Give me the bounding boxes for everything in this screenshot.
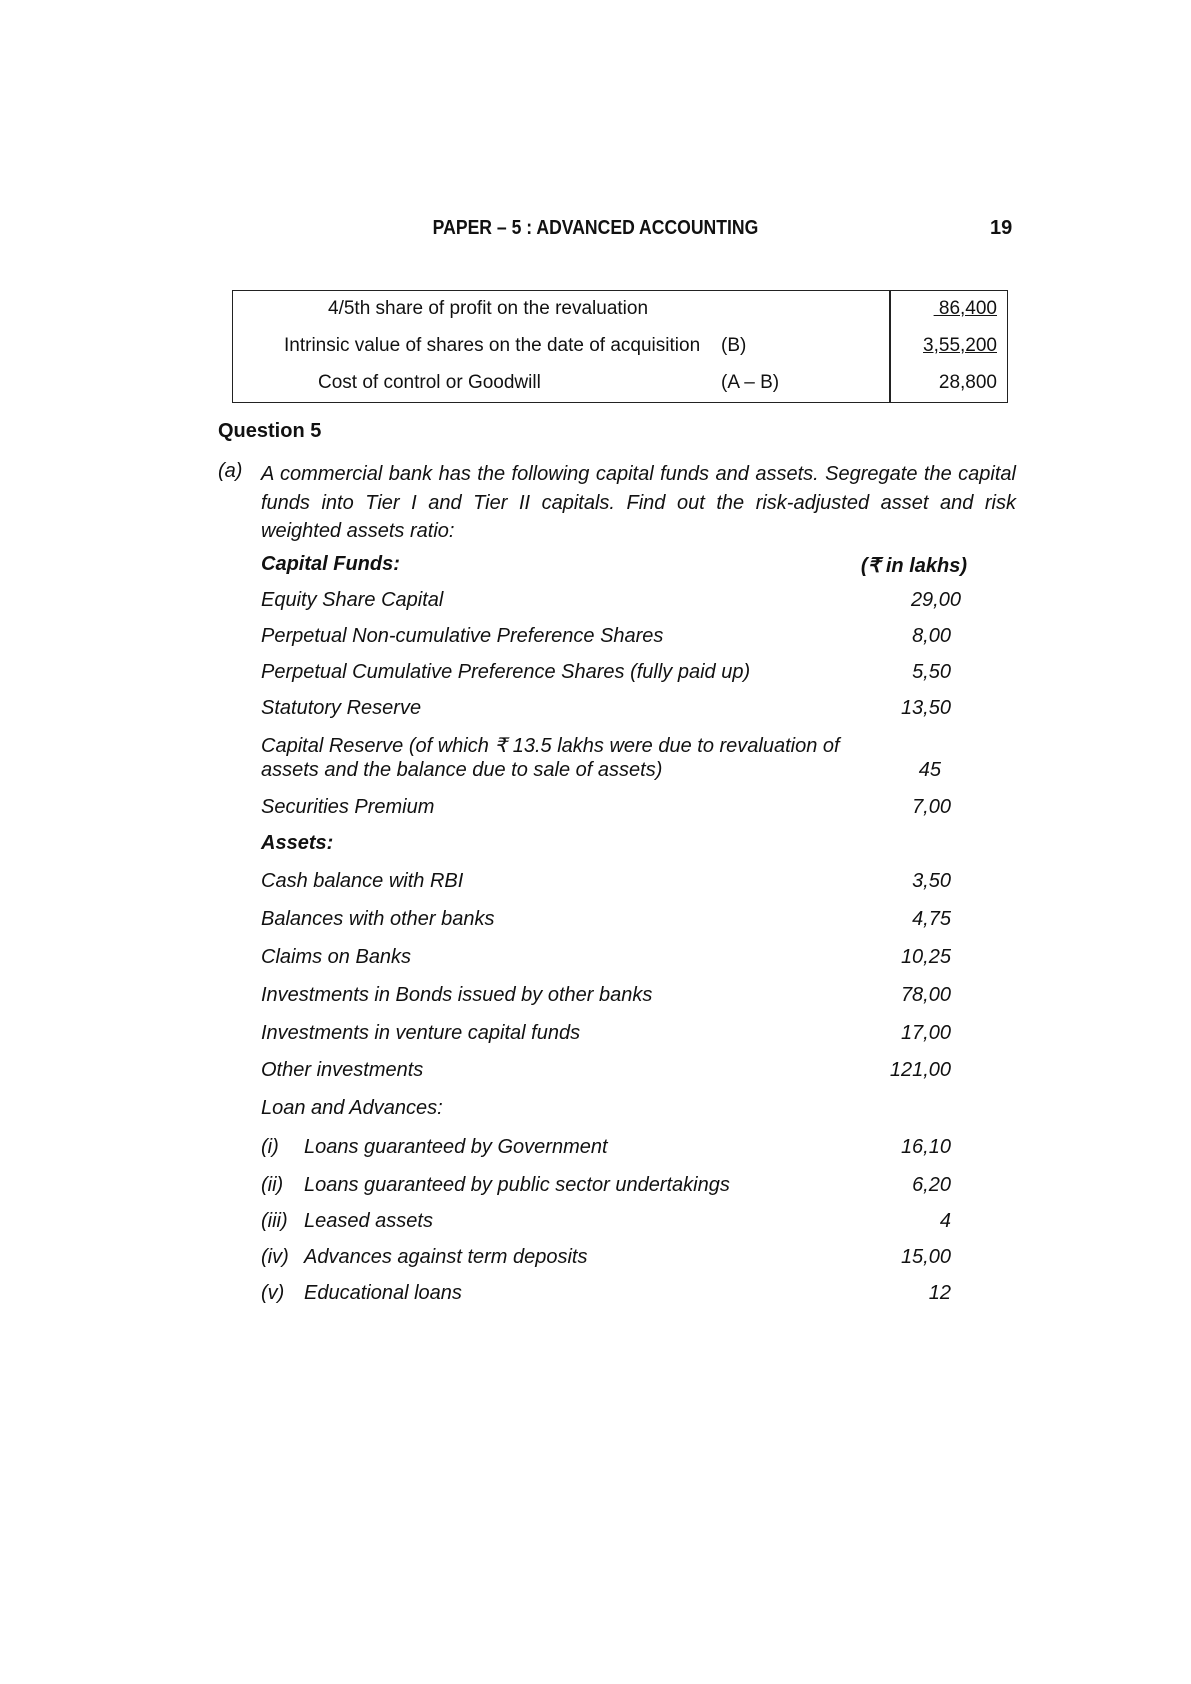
item-value: 3,50 (912, 870, 951, 892)
item-value: 29,00 (910, 589, 961, 611)
row-label: 4/5th share of profit on the revaluation (328, 298, 649, 319)
item-number: (iii) (261, 1210, 288, 1232)
row-ref: (B) (721, 335, 747, 356)
table-row (233, 365, 1007, 401)
table-row (233, 328, 1007, 364)
question-heading: Question 5 (218, 420, 322, 442)
item-label: Leased assets (304, 1210, 433, 1232)
row-label: Cost of control or Goodwill (318, 372, 541, 393)
goodwill-computation-table (232, 290, 1008, 403)
item-value: 8,00 (912, 625, 951, 647)
row-ref: (A – B) (721, 372, 780, 393)
item-label: Investments in venture capital funds (261, 1022, 581, 1044)
item-number: (ii) (261, 1174, 284, 1196)
item-label: Advances against term deposits (304, 1246, 588, 1268)
item-label: Claims on Banks (261, 946, 412, 968)
item-label: Investments in Bonds issued by other banks (261, 984, 653, 1006)
item-value: 4,75 (912, 908, 951, 930)
item-label: Perpetual Cumulative Preference Shares (fully paid up) (261, 661, 751, 683)
item-label: Other investments (261, 1059, 424, 1081)
item-value: 15,00 (900, 1246, 951, 1268)
page-header-title: PAPER – 5 : ADVANCED ACCOUNTING (432, 217, 759, 239)
item-label: Educational loans (304, 1282, 462, 1304)
item-value: 121,00 (889, 1059, 951, 1081)
item-value: 17,00 (900, 1022, 951, 1044)
capital-funds-heading: Capital Funds: (261, 553, 400, 575)
item-number: (i) (261, 1136, 279, 1158)
row-amount: 28,800 (938, 372, 997, 393)
item-value: 4 (939, 1210, 951, 1232)
item-value: 10,25 (900, 946, 951, 968)
assets-heading: Assets: (261, 832, 334, 854)
row-amount: 3,55,200 (923, 335, 997, 356)
item-label: Loans guaranteed by Government (304, 1136, 608, 1158)
item-value: 16,10 (900, 1136, 951, 1158)
item-value: 7,00 (912, 796, 951, 818)
question-text: A commercial bank has the following capital funds and assets. Segregate the capital funds into Tier I and Tier II capitals. Find out the risk-adjusted asset and risk weighted assets ratio: (261, 463, 1016, 542)
item-label: Securities Premium (261, 796, 435, 818)
question-part-label: (a) (218, 460, 243, 482)
item-value: 12 (928, 1282, 951, 1304)
item-value: 5,50 (912, 661, 951, 683)
item-label: Statutory Reserve (261, 697, 422, 719)
item-number: (v) (261, 1282, 285, 1304)
item-number: (iv) (261, 1246, 289, 1268)
loans-heading: Loan and Advances: (261, 1097, 443, 1119)
row-amount: 86,400 (933, 298, 997, 319)
item-label: Equity Share Capital (261, 589, 444, 611)
item-label-line1: Capital Reserve (of which ₹ 13.5 lakhs were due to revaluation of (261, 735, 840, 757)
item-value: 6,20 (912, 1174, 951, 1196)
unit-label: (₹ in lakhs) (860, 555, 967, 577)
item-label: Balances with other banks (261, 908, 495, 930)
item-label: Cash balance with RBI (261, 870, 464, 892)
item-value: 78,00 (900, 984, 951, 1006)
item-label: Loans guaranteed by public sector undertakings (304, 1174, 730, 1196)
item-label: Perpetual Non-cumulative Preference Shares (261, 625, 664, 647)
table-row (233, 291, 1007, 327)
item-value: 13,50 (900, 697, 951, 719)
row-label: Intrinsic value of shares on the date of acquisition (284, 335, 701, 356)
page-number: 19 (990, 217, 1013, 239)
item-label-line2: assets and the balance due to sale of assets) (261, 759, 663, 781)
item-value: 45 (918, 759, 941, 781)
